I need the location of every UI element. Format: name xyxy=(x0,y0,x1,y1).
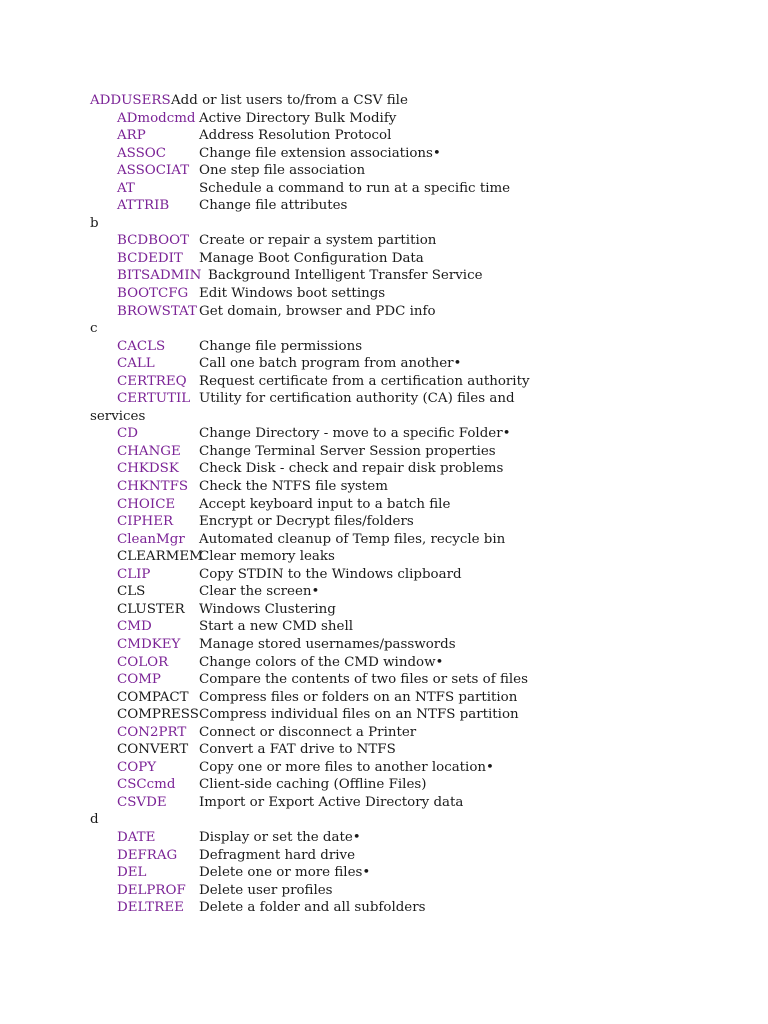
command-description: Add or list users to/from a CSV file xyxy=(171,93,408,108)
command-description: Defragment hard drive xyxy=(199,847,356,863)
command-link[interactable]: COMP xyxy=(117,672,161,688)
command-entry xyxy=(90,618,660,636)
command-entry xyxy=(90,373,660,391)
command-entry xyxy=(90,794,660,812)
command-description: Active Directory Bulk Modify xyxy=(199,110,397,126)
command-description: Manage Boot Configuration Data xyxy=(199,250,424,266)
command-entry xyxy=(90,92,660,110)
command-description: Call one batch program from another• xyxy=(199,356,462,372)
command-entry xyxy=(90,496,660,514)
command-entry xyxy=(90,741,660,759)
command-link[interactable]: CLIP xyxy=(117,566,151,582)
command-entry xyxy=(90,110,660,128)
command-description: Automated cleanup of Temp files, recycle bin xyxy=(199,531,506,547)
command-name: CLS xyxy=(117,584,146,600)
command-entry xyxy=(90,232,660,250)
command-entry xyxy=(90,180,660,198)
command-link[interactable]: COPY xyxy=(117,759,157,775)
command-link[interactable]: CERTUTIL xyxy=(117,391,191,407)
command-description: Change file extension associations• xyxy=(199,145,441,161)
command-description: Encrypt or Decrypt files/folders xyxy=(199,514,414,530)
command-entry xyxy=(90,197,660,215)
command-description: Change Terminal Server Session properties xyxy=(199,443,496,459)
command-description: Clear memory leaks xyxy=(199,549,335,565)
command-link[interactable]: DELTREE xyxy=(117,900,184,916)
command-description: Compare the contents of two files or sets of files xyxy=(199,672,528,688)
command-name: CLEARMEM xyxy=(117,549,203,565)
command-entry xyxy=(90,145,660,163)
command-entry xyxy=(90,566,660,584)
command-description: Delete one or more files• xyxy=(199,865,371,881)
command-entry xyxy=(90,478,660,496)
section-letter xyxy=(90,320,660,338)
command-link[interactable]: CERTREQ xyxy=(117,373,187,389)
command-description: Create or repair a system partition xyxy=(199,233,437,249)
command-link[interactable]: ATTRIB xyxy=(117,198,170,214)
command-name: COMPACT xyxy=(117,689,189,705)
command-entry xyxy=(90,127,660,145)
command-link[interactable]: DELPROF xyxy=(117,882,186,898)
command-link[interactable]: CSCcmd xyxy=(117,777,176,793)
command-description: Start a new CMD shell xyxy=(199,619,354,635)
command-description: Display or set the date• xyxy=(199,829,361,845)
command-description: Edit Windows boot settings xyxy=(199,286,386,302)
command-description: Address Resolution Protocol xyxy=(199,128,392,144)
command-link[interactable]: CALL xyxy=(117,356,155,372)
command-link[interactable]: CMD xyxy=(117,619,152,635)
command-entry xyxy=(90,636,660,654)
command-description: Delete user profiles xyxy=(199,882,333,898)
command-description: Connect or disconnect a Printer xyxy=(199,724,417,740)
command-entry xyxy=(90,285,660,303)
command-description: Manage stored usernames/passwords xyxy=(199,636,456,652)
command-link[interactable]: CHANGE xyxy=(117,443,181,459)
command-description: One step file association xyxy=(199,163,366,179)
command-entry xyxy=(90,338,660,356)
command-description: Copy one or more files to another location• xyxy=(199,759,494,775)
command-description: Get domain, browser and PDC info xyxy=(199,303,436,319)
command-link[interactable]: CACLS xyxy=(117,338,166,354)
command-name: COMPRESS xyxy=(117,707,199,723)
command-description: Change Directory - move to a specific Folder• xyxy=(199,426,511,442)
command-entry xyxy=(90,460,660,478)
command-description: Accept keyboard input to a batch file xyxy=(199,496,451,512)
command-description: Import or Export Active Directory data xyxy=(199,794,464,810)
command-description: Schedule a command to run at a specific time xyxy=(199,180,511,196)
command-entry xyxy=(90,724,660,742)
section-letter xyxy=(90,215,660,233)
command-link[interactable]: CMDKEY xyxy=(117,636,181,652)
command-entry xyxy=(90,882,660,900)
command-entry xyxy=(90,654,660,672)
command-entry xyxy=(90,689,660,707)
command-link[interactable]: CON2PRT xyxy=(117,724,187,740)
command-description: Clear the screen• xyxy=(199,584,320,600)
command-entry xyxy=(90,776,660,794)
section-letter-text: d xyxy=(90,812,99,828)
command-link[interactable]: DEFRAG xyxy=(117,847,178,863)
command-entry xyxy=(90,864,660,882)
command-entry xyxy=(90,899,660,917)
command-link[interactable]: BROWSTAT xyxy=(117,303,197,319)
command-entry xyxy=(90,706,660,724)
command-link[interactable]: AT xyxy=(117,180,135,196)
command-link[interactable]: BOOTCFG xyxy=(117,286,189,302)
command-link[interactable]: ASSOC xyxy=(117,145,167,161)
section-letter xyxy=(90,811,660,829)
command-link[interactable]: ARP xyxy=(117,128,146,144)
command-description: Client-side caching (Offline Files) xyxy=(199,777,427,793)
command-description: Background Intelligent Transfer Service xyxy=(208,268,483,284)
command-description: Compress files or folders on an NTFS partition xyxy=(199,689,518,705)
command-link[interactable]: ADDUSERS xyxy=(90,93,171,108)
command-entry xyxy=(90,671,660,689)
command-link[interactable]: CHKNTFS xyxy=(117,479,189,495)
command-entry xyxy=(90,513,660,531)
command-link[interactable]: CIPHER xyxy=(117,514,174,530)
command-description: Delete a folder and all subfolders xyxy=(199,900,426,916)
command-description-text: Utility for certification authority (CA) files and xyxy=(199,391,515,407)
command-entry xyxy=(90,531,660,549)
command-entry xyxy=(90,548,660,566)
command-description: Convert a FAT drive to NTFS xyxy=(199,742,396,758)
command-description: Check the NTFS file system xyxy=(199,479,388,495)
command-entry xyxy=(90,303,660,321)
command-link[interactable]: CHOICE xyxy=(117,496,176,512)
command-description: Change file permissions xyxy=(199,338,363,354)
command-entry xyxy=(90,355,660,373)
section-letter-text: b xyxy=(90,215,99,231)
command-name: CONVERT xyxy=(117,742,189,758)
command-description-continuation: services xyxy=(90,408,146,424)
command-link[interactable]: DATE xyxy=(117,829,156,845)
command-link[interactable]: BCDBOOT xyxy=(117,233,190,249)
command-description: Windows Clustering xyxy=(199,601,336,617)
command-entry xyxy=(90,250,660,268)
command-link[interactable]: CSVDE xyxy=(117,794,167,810)
command-description: Compress individual files on an NTFS partition xyxy=(199,707,519,723)
command-description: Copy STDIN to the Windows clipboard xyxy=(199,566,462,582)
command-link[interactable]: BITSADMIN xyxy=(117,268,202,284)
command-list xyxy=(90,92,660,917)
command-link[interactable]: DEL xyxy=(117,865,147,881)
command-entry xyxy=(90,162,660,180)
command-entry xyxy=(90,759,660,777)
section-letter-text: c xyxy=(90,321,98,337)
command-link[interactable]: CHKDSK xyxy=(117,461,179,477)
command-entry xyxy=(90,583,660,601)
command-entry xyxy=(90,601,660,619)
command-link[interactable]: BCDEDIT xyxy=(117,250,183,266)
command-link[interactable]: CD xyxy=(117,426,138,442)
command-entry xyxy=(90,443,660,461)
command-entry xyxy=(90,390,660,425)
command-description: Request certificate from a certification authority xyxy=(199,373,530,389)
command-entry xyxy=(90,847,660,865)
command-link[interactable]: COLOR xyxy=(117,654,169,670)
command-link[interactable]: CleanMgr xyxy=(117,531,185,547)
command-description: Change file attributes xyxy=(199,198,348,214)
command-entry xyxy=(90,829,660,847)
command-link[interactable]: ASSOCIAT xyxy=(117,163,190,179)
command-entry xyxy=(90,267,660,285)
command-description: Check Disk - check and repair disk problems xyxy=(199,461,504,477)
command-description: Change colors of the CMD window• xyxy=(199,654,444,670)
command-entry xyxy=(90,425,660,443)
command-link[interactable]: ADmodcmd xyxy=(117,110,196,126)
command-name: CLUSTER xyxy=(117,601,185,617)
